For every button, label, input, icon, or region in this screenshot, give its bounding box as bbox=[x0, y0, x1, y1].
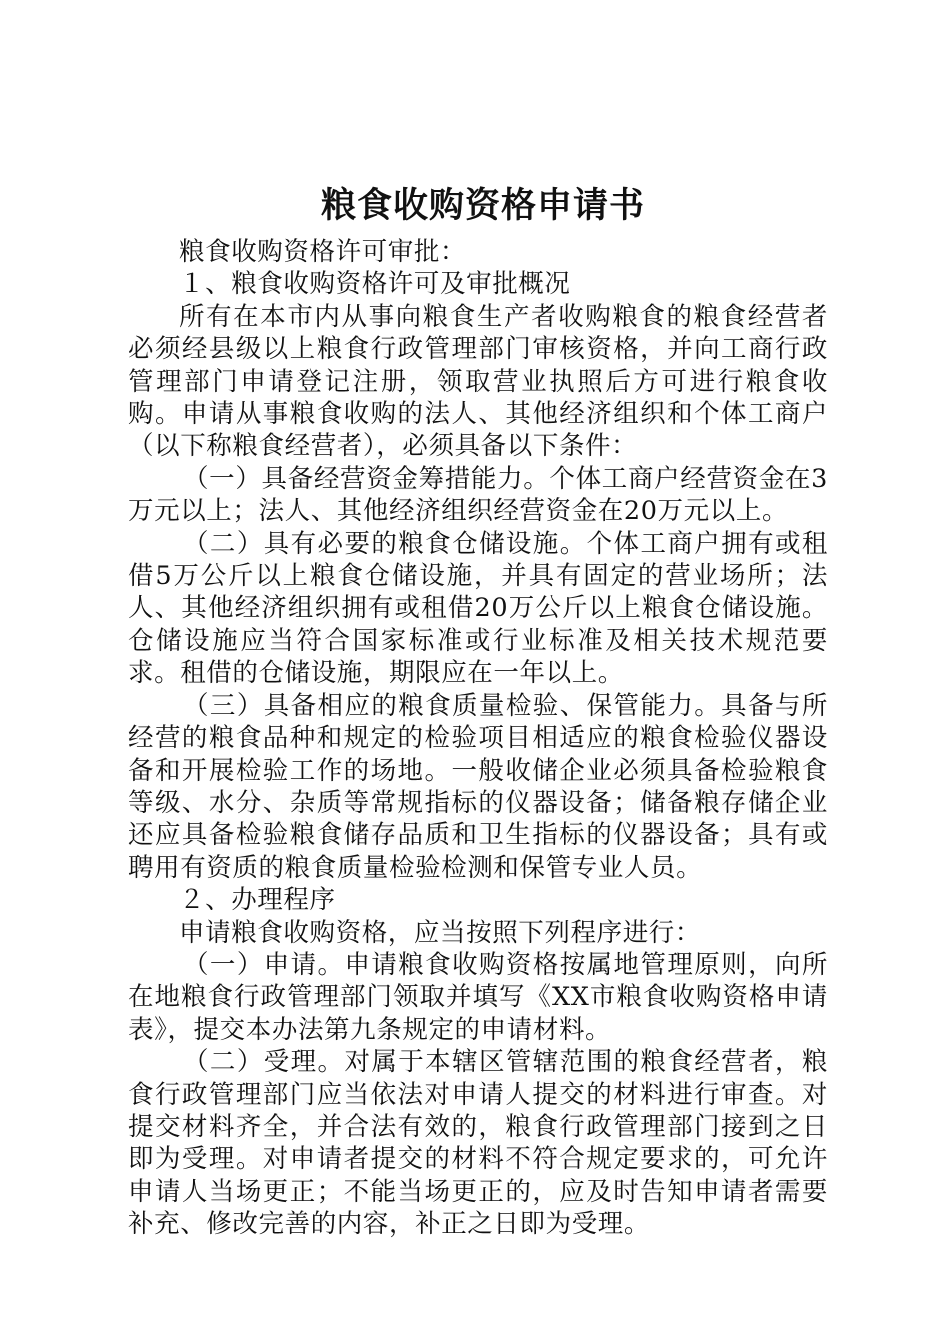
procedure-step-2: （二）受理。对属于本辖区管辖范围的粮食经营者，粮食行政管理部门应当依法对申请人提交的材料进行审查。对提交材料齐全，并合法有效的，粮食行政管理部门接到之日即为受理。对申请者提交的材料不符合规定要求的，可允许申请人当场更正；不能当场更正的，应及时告知申请者需要补充、修改完善的内容，补正之日即为受理。 bbox=[128, 1047, 828, 1240]
procedure-step-1: （一）申请。申请粮食收购资格按属地管理原则，向所在地粮食行政管理部门领取并填写《XX市粮食收购资格申请表》，提交本办法第九条规定的申请材料。 bbox=[128, 949, 828, 1045]
document-page bbox=[128, 180, 828, 1241]
section-1-heading: １、粮食收购资格许可及审批概况 bbox=[179, 269, 571, 300]
document-title: 粮食收购资格申请书 bbox=[320, 186, 645, 226]
condition-1: （一）具备经营资金筹措能力。个体工商户经营资金在3万元以上；法人、其他经济组织经营资金在20万元以上。 bbox=[128, 463, 828, 527]
paragraph-overview: 所有在本市内从事向粮食生产者收购粮食的粮食经营者必须经县级以上粮食行政管理部门审核资格，并向工商行政管理部门申请登记注册，领取营业执照后方可进行粮食收购。申请从事粮食收购的法人、其他经济组织和个体工商户（以下称粮食经营者），必须具备以下条件： bbox=[128, 301, 828, 462]
section-2-heading: ２、办理程序 bbox=[179, 885, 336, 916]
paragraph-approval-heading: 粮食收购资格许可审批： bbox=[179, 237, 467, 267]
condition-3: （三）具备相应的粮食质量检验、保管能力。具备与所经营的粮食品种和规定的检验项目相适应的粮食检验仪器设备和开展检验工作的场地。一般收储企业必须具备检验粮食等级、水分、杂质等常规指标的仪器设备；储备粮存储企业还应具备检验粮食储存品质和卫生指标的仪器设备；具有或聘用有资质的粮食质量检验检测和保管专业人员。 bbox=[128, 690, 828, 883]
condition-2: （二）具有必要的粮食仓储设施。个体工商户拥有或租借5万公斤以上粮食仓储设施，并具有固定的营业场所；法人、其他经济组织拥有或租借20万公斤以上粮食仓储设施。仓储设施应当符合国家标准或行业标准及相关技术规范要求。租借的仓储设施，期限应在一年以上。 bbox=[128, 528, 828, 689]
paragraph-procedure-intro: 申请粮食收购资格，应当按照下列程序进行： bbox=[179, 917, 702, 948]
